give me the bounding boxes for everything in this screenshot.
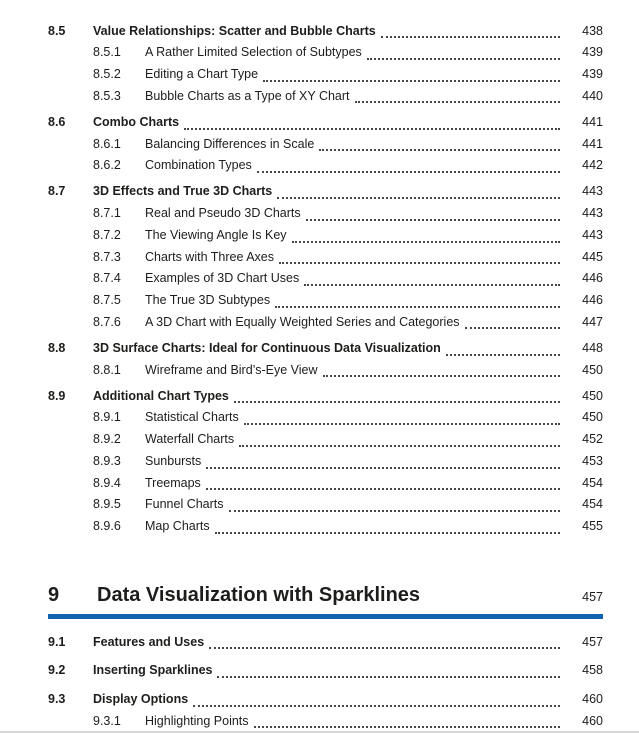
dotted-leader [275,306,560,308]
dotted-leader [257,171,560,173]
dotted-leader [206,488,560,490]
dotted-leader [206,467,560,469]
toc-entry-title: Editing a Chart Type [145,66,259,81]
dotted-leader [465,327,560,329]
toc-entry-title: Balancing Differences in Scale [145,136,315,151]
toc-list-bottom [48,619,603,733]
dotted-leader [229,510,560,512]
toc-entry[interactable] [48,494,603,516]
toc-entry[interactable] [48,516,603,538]
toc-entry[interactable] [48,473,603,495]
toc-entry[interactable] [48,181,603,203]
toc-entry-title: 3D Surface Charts: Ideal for Continuous Data Visualization [93,340,441,355]
toc-entry-number: 9.2 [48,663,66,678]
toc-entry-page: 445 [582,249,603,264]
toc-entry-title: Sunbursts [145,453,202,468]
toc-entry-number: 8.9.2 [93,432,121,447]
toc-entry[interactable] [48,64,603,86]
toc-entry-page: 438 [582,23,603,38]
toc-entry-title: Combo Charts [93,114,180,129]
dotted-leader [323,375,560,377]
chapter-page-number: 457 [582,589,603,604]
dotted-leader [304,284,560,286]
toc-entry[interactable] [48,21,603,43]
toc-entry-number: 8.9 [48,388,66,403]
toc-entry[interactable] [48,290,603,312]
toc-entry-title: The Viewing Angle Is Key [145,227,287,242]
toc-entry-title: Examples of 3D Chart Uses [145,271,300,286]
dotted-leader [279,262,560,264]
dotted-leader [306,219,560,221]
toc-entry[interactable] [48,42,603,64]
toc-entry-title: Funnel Charts [145,497,224,512]
chapter-number: 9 [48,583,60,606]
toc-entry-title: Additional Chart Types [93,388,229,403]
toc-entry-number: 8.6.1 [93,136,121,151]
toc-entry-title: Value Relationships: Scatter and Bubble Charts [93,23,376,38]
toc-entry[interactable] [48,247,603,269]
toc-entry[interactable] [48,360,603,382]
dotted-leader [319,149,560,151]
toc-entry-number: 9.3 [48,692,66,707]
dotted-leader [292,241,560,243]
toc-entry-page: 442 [582,158,603,173]
toc-entry-number: 8.9.1 [93,410,121,425]
toc-entry[interactable] [48,203,603,225]
toc-entry[interactable] [48,312,603,334]
toc-entry-number: 8.7.1 [93,206,121,221]
toc-entry[interactable] [48,632,603,654]
chapter-heading[interactable] [48,582,603,610]
dotted-leader [239,445,560,447]
toc-entry-number: 9.3.1 [93,713,121,728]
toc-entry-title: Charts with Three Axes [145,249,274,264]
toc-entry-number: 8.9.6 [93,518,121,533]
toc-entry-number: 8.5.3 [93,88,121,103]
toc-entry-title: Combination Types [145,158,252,173]
toc-entry-page: 443 [582,184,603,199]
dotted-leader [217,676,560,678]
toc-entry-page: 457 [582,634,603,649]
toc-entry-page: 440 [582,88,603,103]
toc-entry-number: 8.9.3 [93,453,121,468]
toc-entry-page: 443 [582,227,603,242]
toc-entry-page: 452 [582,432,603,447]
toc-entry-title: Statistical Charts [145,410,239,425]
toc-entry-number: 8.7.2 [93,227,121,242]
toc-entry-title: Real and Pseudo 3D Charts [145,206,301,221]
toc-entry-number: 8.6.2 [93,158,121,173]
toc-entry[interactable] [48,451,603,473]
toc-entry-page: 448 [582,340,603,355]
toc-entry-page: 447 [582,314,603,329]
toc-entry-page: 460 [582,713,603,728]
toc-entry-page: 446 [582,271,603,286]
dotted-leader [209,647,560,649]
toc-entry-number: 8.7.5 [93,292,121,307]
dotted-leader [234,401,560,403]
toc-entry-number: 8.5 [48,23,66,38]
toc-entry-page: 439 [582,45,603,60]
toc-entry-number: 8.8 [48,340,66,355]
dotted-leader [355,101,560,103]
toc-entry-title: Map Charts [145,518,210,533]
toc-entry[interactable] [48,86,603,108]
toc-entry-page: 446 [582,292,603,307]
toc-entry[interactable] [48,134,603,156]
toc-entry-number: 9.1 [48,634,66,649]
dotted-leader [381,36,560,38]
dotted-leader [254,726,560,728]
dotted-leader [193,705,560,707]
toc-entry-number: 8.5.1 [93,45,121,60]
toc-entry-number: 8.7 [48,184,66,199]
dotted-leader [215,532,560,534]
toc-entry-page: 441 [582,114,603,129]
dotted-leader [367,58,560,60]
toc-entry-title: Inserting Sparklines [93,663,213,678]
toc-entry-title: Waterfall Charts [145,432,235,447]
dotted-leader [446,354,560,356]
toc-entry-page: 458 [582,663,603,678]
toc-entry-page: 441 [582,136,603,151]
toc-entry-number: 8.8.1 [93,362,121,377]
toc-entry[interactable] [48,338,603,360]
dotted-leader [277,197,560,199]
toc-entry-page: 454 [582,497,603,512]
toc-entry[interactable] [48,429,603,451]
toc-entry[interactable] [48,711,603,733]
toc-entry-number: 8.9.5 [93,497,121,512]
toc-entry-title: Display Options [93,692,189,707]
toc-entry[interactable] [48,386,603,408]
toc-entry-page: 460 [582,692,603,707]
toc-entry-title: 3D Effects and True 3D Charts [93,184,273,199]
dotted-leader [244,423,560,425]
toc-entry[interactable] [48,689,603,711]
toc-entry-title: Treemaps [145,475,201,490]
toc-entry-title: Features and Uses [93,634,205,649]
toc-entry[interactable] [48,660,603,682]
toc-entry-number: 8.9.4 [93,475,121,490]
toc-entry[interactable] [48,112,603,134]
toc-entry[interactable] [48,407,603,429]
toc-entry-page: 450 [582,362,603,377]
toc-entry-number: 8.7.6 [93,314,121,329]
toc-entry-number: 8.7.3 [93,249,121,264]
dotted-leader [263,80,560,82]
toc-entry-title: Highlighting Points [145,713,249,728]
toc-entry-page: 453 [582,453,603,468]
toc-entry-page: 455 [582,518,603,533]
dotted-leader [184,128,560,130]
chapter-title: Data Visualization with Sparklines [97,583,421,606]
toc-entry-page: 454 [582,475,603,490]
toc-entry-title: A Rather Limited Selection of Subtypes [145,45,362,60]
toc-page [48,0,603,732]
toc-entry[interactable] [48,268,603,290]
toc-entry-title: Bubble Charts as a Type of XY Chart [145,88,350,103]
toc-entry-page: 450 [582,388,603,403]
toc-entry-page: 450 [582,410,603,425]
toc-list-top [48,0,603,538]
toc-entry-title: The True 3D Subtypes [145,292,271,307]
toc-entry-title: Wireframe and Bird’s-Eye View [145,362,318,377]
toc-entry-page: 443 [582,206,603,221]
toc-entry-page: 439 [582,66,603,81]
toc-entry-number: 8.5.2 [93,66,121,81]
toc-entry[interactable] [48,155,603,177]
toc-entry[interactable] [48,225,603,247]
toc-entry-number: 8.6 [48,114,66,129]
toc-entry-number: 8.7.4 [93,271,121,286]
toc-entry-title: A 3D Chart with Equally Weighted Series and Categories [145,314,460,329]
